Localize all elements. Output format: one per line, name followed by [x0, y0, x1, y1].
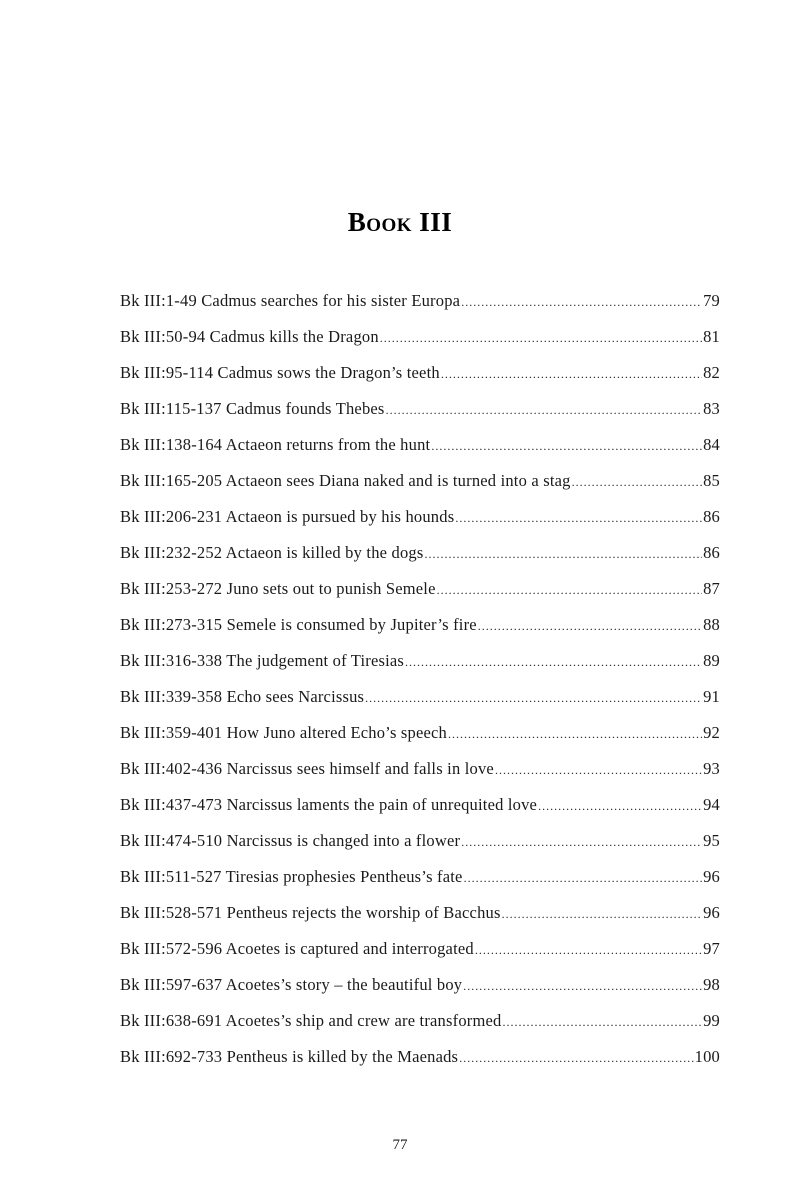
- toc-leader-dots: [459, 1051, 693, 1066]
- toc-entry-title: Bk III:253-272 Juno sets out to punish Semele: [120, 579, 436, 598]
- toc-entry[interactable]: [120, 579, 720, 615]
- toc-entry[interactable]: [120, 399, 720, 435]
- toc-leader-dots: [431, 439, 702, 454]
- toc-entry[interactable]: [120, 327, 720, 363]
- toc-entry-page: 87: [703, 579, 720, 598]
- toc-entry-title: Bk III:597-637 Acoetes’s story – the beautiful boy: [120, 975, 463, 994]
- toc-entry-page: 79: [703, 291, 720, 310]
- toc-entry-title: Bk III:437-473 Narcissus laments the pain of unrequited love: [120, 795, 538, 814]
- toc-entry-page: 81: [703, 327, 720, 346]
- toc-entry-title: Bk III:273-315 Semele is consumed by Jupiter’s fire: [120, 615, 477, 634]
- book-heading: Book III: [347, 207, 453, 237]
- toc-entry-title: Bk III:402-436 Narcissus sees himself and falls in love: [120, 759, 494, 778]
- toc-leader-dots: [502, 1015, 702, 1030]
- toc-leader-dots: [502, 907, 703, 922]
- toc-entry[interactable]: [120, 939, 720, 975]
- toc-leader-dots: [441, 367, 702, 382]
- toc-leader-dots: [461, 835, 702, 850]
- toc-entry[interactable]: [120, 363, 720, 399]
- toc-entry[interactable]: [120, 687, 720, 723]
- toc-entry[interactable]: [120, 759, 720, 795]
- toc-entry-page: 91: [703, 687, 720, 706]
- toc-entry[interactable]: [120, 291, 720, 327]
- toc-entry-page: 85: [703, 471, 720, 490]
- toc-entry-page: 100: [694, 1047, 720, 1066]
- toc-leader-dots: [365, 691, 702, 706]
- toc-entry-page: 84: [703, 435, 720, 454]
- toc-entry-title: Bk III:95-114 Cadmus sows the Dragon’s teeth: [120, 363, 440, 382]
- toc-entry-page: 93: [703, 759, 720, 778]
- toc-entry[interactable]: [120, 507, 720, 543]
- toc-entry-title: Bk III:206-231 Actaeon is pursued by his hounds: [120, 507, 455, 526]
- toc-entry-page: 86: [703, 543, 720, 562]
- toc-leader-dots: [380, 331, 702, 346]
- toc-entry[interactable]: [120, 615, 720, 651]
- toc-entry[interactable]: [120, 1047, 720, 1083]
- table-of-contents: [120, 291, 720, 1083]
- toc-entry-title: Bk III:50-94 Cadmus kills the Dragon: [120, 327, 379, 346]
- toc-entry-page: 96: [703, 867, 720, 886]
- page-number: 77: [392, 1137, 408, 1153]
- toc-entry-title: Bk III:316-338 The judgement of Tiresias: [120, 651, 405, 670]
- toc-leader-dots: [572, 475, 703, 490]
- toc-entry[interactable]: [120, 975, 720, 1011]
- toc-leader-dots: [437, 583, 702, 598]
- toc-entry-title: Bk III:232-252 Actaeon is killed by the dogs: [120, 543, 424, 562]
- toc-entry[interactable]: [120, 723, 720, 759]
- toc-entry-page: 82: [703, 363, 720, 382]
- toc-entry-page: 95: [703, 831, 720, 850]
- toc-entry-title: Bk III:511-527 Tiresias prophesies Pentheus’s fate: [120, 867, 463, 886]
- toc-entry-page: 83: [703, 399, 720, 418]
- toc-entry[interactable]: [120, 435, 720, 471]
- toc-leader-dots: [424, 547, 702, 562]
- toc-entry-page: 96: [703, 903, 720, 922]
- toc-leader-dots: [538, 799, 702, 814]
- toc-entry-title: Bk III:165-205 Actaeon sees Diana naked and is turned into a stag: [120, 471, 571, 490]
- toc-leader-dots: [386, 403, 703, 418]
- toc-leader-dots: [463, 979, 702, 994]
- toc-entry-title: Bk III:692-733 Pentheus is killed by the Maenads: [120, 1047, 459, 1066]
- toc-leader-dots: [475, 943, 702, 958]
- toc-leader-dots: [405, 655, 702, 670]
- toc-entry-page: 97: [703, 939, 720, 958]
- toc-leader-dots: [478, 619, 702, 634]
- toc-leader-dots: [455, 511, 702, 526]
- toc-entry[interactable]: [120, 795, 720, 831]
- toc-entry[interactable]: [120, 543, 720, 579]
- toc-entry-title: Bk III:638-691 Acoetes’s ship and crew are transformed: [120, 1011, 502, 1030]
- toc-entry[interactable]: [120, 867, 720, 903]
- toc-leader-dots: [448, 727, 702, 742]
- toc-entry-title: Bk III:528-571 Pentheus rejects the worship of Bacchus: [120, 903, 501, 922]
- toc-entry-title: Bk III:572-596 Acoetes is captured and interrogated: [120, 939, 474, 958]
- toc-leader-dots: [461, 295, 702, 310]
- toc-entry-title: Bk III:339-358 Echo sees Narcissus: [120, 687, 365, 706]
- toc-entry[interactable]: [120, 651, 720, 687]
- toc-entry-title: Bk III:115-137 Cadmus founds Thebes: [120, 399, 385, 418]
- toc-entry-title: Bk III:474-510 Narcissus is changed into a flower: [120, 831, 461, 850]
- toc-entry-page: 92: [703, 723, 720, 742]
- toc-entry-title: Bk III:359-401 How Juno altered Echo’s speech: [120, 723, 448, 742]
- toc-entry-page: 89: [703, 651, 720, 670]
- toc-entry-title: Bk III:1-49 Cadmus searches for his sister Europa: [120, 291, 461, 310]
- toc-entry[interactable]: [120, 471, 720, 507]
- toc-entry-title: Bk III:138-164 Actaeon returns from the hunt: [120, 435, 431, 454]
- toc-leader-dots: [464, 871, 703, 886]
- toc-leader-dots: [495, 763, 702, 778]
- toc-entry[interactable]: [120, 903, 720, 939]
- toc-entry-page: 86: [703, 507, 720, 526]
- toc-entry-page: 94: [703, 795, 720, 814]
- toc-entry-page: 99: [703, 1011, 720, 1030]
- toc-entry-page: 88: [703, 615, 720, 634]
- toc-entry[interactable]: [120, 831, 720, 867]
- toc-entry[interactable]: [120, 1011, 720, 1047]
- toc-entry-page: 98: [703, 975, 720, 994]
